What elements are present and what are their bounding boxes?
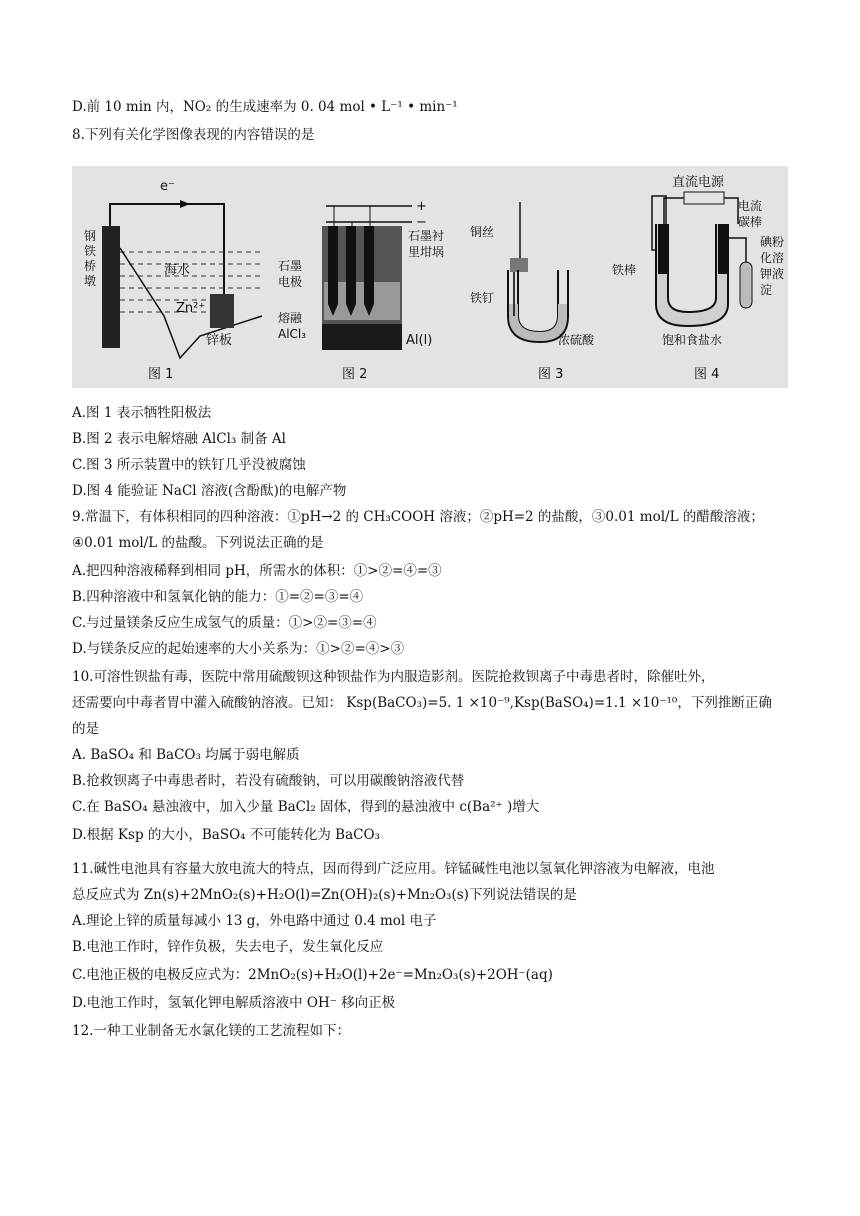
figure-4 [612,174,784,382]
q8-stem: 8.下列有关化学图像表现的内容错误的是 [72,127,315,143]
fig4-power-label: 直流电源 [672,175,725,190]
q10-stem-1: 10.可溶性钡盐有毒，医院中常用硫酸钡这种钡盐作为内服造影剂。医院抢救钡离子中毒患者时，除催吐外， [72,669,715,685]
fig1-zinc-plate [210,294,234,328]
fig4-ki-label: 碘粉化溶钾液淀 [760,235,785,297]
fig1-caption: 图 1 [148,367,174,382]
q7-option-d: D.前 10 min 内，NO₂ 的生成速率为 0. 04 mol • L⁻¹ • min⁻¹ [72,99,458,115]
q8-option-d: D.图 4 能验证 NaCl 溶液(含酚酞)的电解产物 [72,483,347,499]
fig2-melt-label: 熔融 AlCl₃ [278,311,307,341]
q11-option-c: C.电池正极的电极反应式为：2MnO₂(s)+H₂O(l)+2e⁻=Mn₂O₃(s)+2OH⁻(aq) [72,967,553,983]
fig2-molten-al [322,324,402,350]
q10-option-b: B.抢救钡离子中毒患者时，若没有硫酸钠，可以用碳酸钠溶液代替 [72,773,465,789]
fig2-electrode-label: 石墨电极 [278,259,303,289]
fig2-al-label: Al(l) [406,333,433,348]
fig4-caption: 图 4 [694,367,720,382]
fig2-caption: 图 2 [342,367,368,382]
fig3-nail-label: 铁钉 [470,291,495,305]
fig3-acid-label: 浓硫酸 [558,333,595,347]
q8-option-a: A.图 1 表示牺牲阳极法 [72,405,212,421]
q8-figure [72,166,788,388]
q11-stem-1: 11.碱性电池具有容量大放电流大的特点，因而得到广泛应用。锌锰碱性电池以氢氧化钾溶液为电解液，电池 [72,861,715,877]
fig1-ion-label: Zn²⁺ [176,301,206,316]
q11-option-a: A.理论上锌的质量每减小 13 g，外电路中通过 0.4 mol 电子 [72,913,437,929]
fig2-plus: + [416,199,427,214]
q8-option-c: C.图 3 所示装置中的铁钉几乎没被腐蚀 [72,457,306,473]
q9-option-b: B.四种溶液中和氢氧化钠的能力：①=②=③=④ [72,589,364,605]
q11-option-b: B.电池工作时，锌作负极，失去电子，发生氧化反应 [72,939,384,955]
fig4-brine-label: 饱和食盐水 [662,333,723,347]
fig1-pier-label: 钢铁桥墩 [84,229,97,288]
fig1-electron-label: e⁻ [160,179,175,194]
fig2-crucible-label: 石墨衬里坩埚 [408,229,445,259]
fig4-iron-rod [658,224,668,274]
fig4-iron-label: 铁棒 [612,263,637,277]
q9-option-d: D.与镁条反应的起始速率的大小关系为：①>②=④>③ [72,641,405,657]
figure-2 [278,199,444,382]
fig1-zinc-plate-label: 锌板 [206,333,233,348]
fig1-seawater-label: 海水 [164,263,191,278]
q10-option-c: C.在 BaSO₄ 悬浊液中，加入少量 BaCl₂ 固体，得到的悬浊液中 c(Ba²⁺ )增大 [72,799,540,815]
figure-1 [84,179,262,382]
fig4-test-tube [740,262,752,308]
q9-stem-1: 9.常温下，有体积相同的四种溶液：①pH→2 的 CH₃COOH 溶液；②pH=2 的盐酸，③0.01 mol/L 的醋酸溶液； [72,509,764,525]
fig3-wire-label: 铜丝 [470,225,495,239]
q10-stem-2: 还需要向中毒者胃中灌入硫酸钠溶液。已知： Ksp(BaCO₃)=5. 1 ×10⁻⁹,Ksp(BaSO₄)=1.1 ×10⁻¹⁰，下列推断正确 [72,695,772,711]
q11-option-d: D.电池工作时，氢氧化钾电解质溶液中 OH⁻ 移向正极 [72,995,396,1011]
fig1-steel-pier [102,226,120,348]
fig4-current-label: 电流 [738,199,763,213]
q12-stem: 12.一种工业制备无水氯化镁的工艺流程如下： [72,1023,350,1039]
q10-option-a: A. BaSO₄ 和 BaCO₃ 均属于弱电解质 [72,747,300,763]
q9-option-a: A.把四种溶液稀释到相同 pH，所需水的体积：①>②=④=③ [72,563,442,579]
fig4-carbon-label: 碳棒 [738,215,763,229]
q10-option-d: D.根据 Ksp 的大小，BaSO₄ 不可能转化为 BaCO₃ [72,827,380,843]
fig3-caption: 图 3 [538,367,564,382]
q10-stem-3: 的是 [72,721,99,737]
fig4-carbon-rod [718,224,728,274]
q11-stem-2: 总反应式为 Zn(s)+2MnO₂(s)+H₂O(l)=Zn(OH)₂(s)+Mn₂O₃(s)下列说法错误的是 [72,887,577,903]
figure-3 [470,202,595,382]
q9-stem-2: ④0.01 mol/L 的盐酸。下列说法正确的是 [72,535,324,551]
fig2-minus: − [416,215,427,230]
q9-option-c: C.与过量镁条反应生成氢气的质量：①>②=③=④ [72,615,377,631]
q8-option-b: B.图 2 表示电解熔融 AlCl₃ 制备 Al [72,431,286,447]
